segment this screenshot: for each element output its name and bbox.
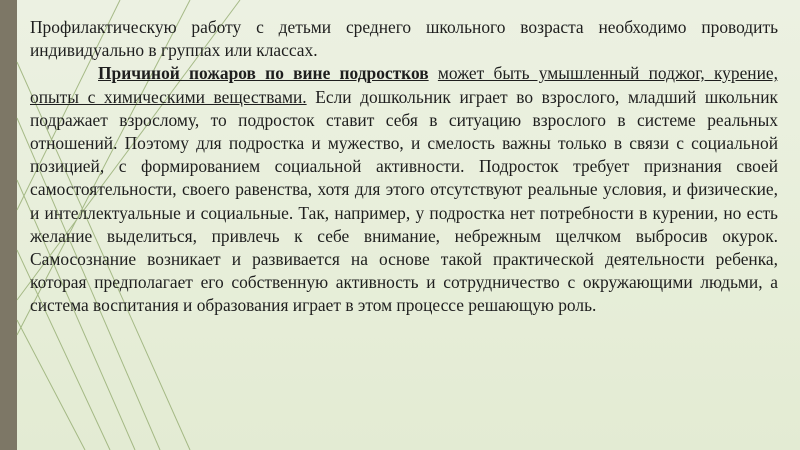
main-paragraph xyxy=(30,62,778,317)
causes-list: может быть умышленный поджог, курение, опыты с химическими веществами. xyxy=(30,63,778,107)
slide-text-content xyxy=(30,16,778,318)
main-body-text: Если дошкольник играет во взрослого, младший школьник подражает взрослому, то подросток ставит себя в ситуацию взрослого в системе реальных отношений. Поэтому для подростка и мужество, и смелость важны только в связи с социальной позицией, с формированием социальной активности. Подросток требует признания своей самостоятельности, своего равенства, хотя для этого отсутствуют реальные условия, и физические, и интеллектуальные и социальные. Так, например, у подростка нет потребности в курении, но есть желание выделиться, привлечь к себе внимание, небрежным щелчком выбросив окурок. Самосознание возникает и развивается на основе такой практической деятельности ребенка, которая предполагает его собственную активность и сотрудничество с окружающими людьми, а система воспитания и образования играет в этом процессе решающую роль. xyxy=(30,86,778,316)
intro-paragraph: Профилактическую работу с детьми среднего школьного возраста необходимо проводить индивидуально в группах или классах. xyxy=(30,17,778,61)
causes-heading: Причиной пожаров по вине подростков xyxy=(98,63,429,84)
